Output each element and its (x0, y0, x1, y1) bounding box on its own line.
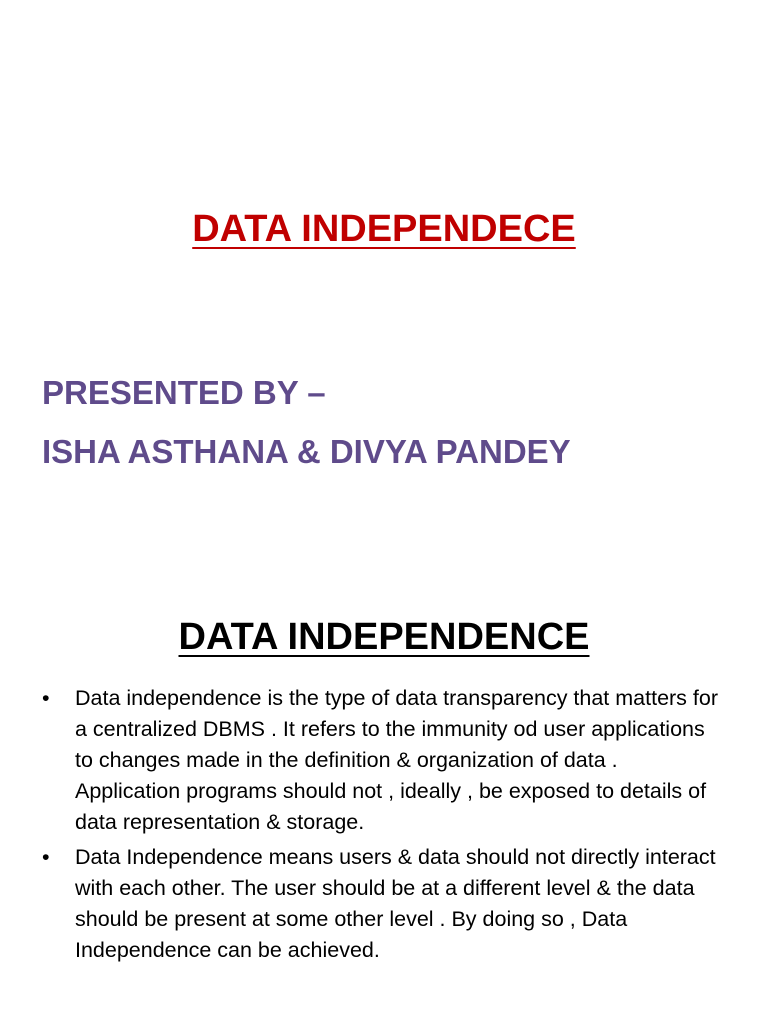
presented-by-label: PRESENTED BY – (42, 374, 326, 411)
bullet-list (42, 683, 722, 970)
slide-title-data-independece: DATA INDEPENDECE (192, 208, 576, 250)
bullet-item-2 (42, 842, 722, 966)
presenter-names: ISHA ASTHANA & DIVYA PANDEY (42, 433, 571, 470)
bullet-text-2: Data Independence means users & data should not directly interact with each other. The user should be at a different level & the data should be present at some other level . By doing so , Data Independence can be achieved. (75, 845, 716, 962)
bullet-dot-icon: • (42, 686, 50, 710)
bullet-dot-icon: • (42, 845, 50, 869)
bullet-item-1 (42, 683, 722, 838)
slide-title-data-independence: DATA INDEPENDENCE (178, 616, 590, 658)
bullet-text-1: Data independence is the type of data transparency that matters for a centralized DBMS . It refers to the immunity od user applications to changes made in the definition & organization of data . Application programs should not , ideally , be exposed to details of data representation & storage. (75, 686, 718, 834)
